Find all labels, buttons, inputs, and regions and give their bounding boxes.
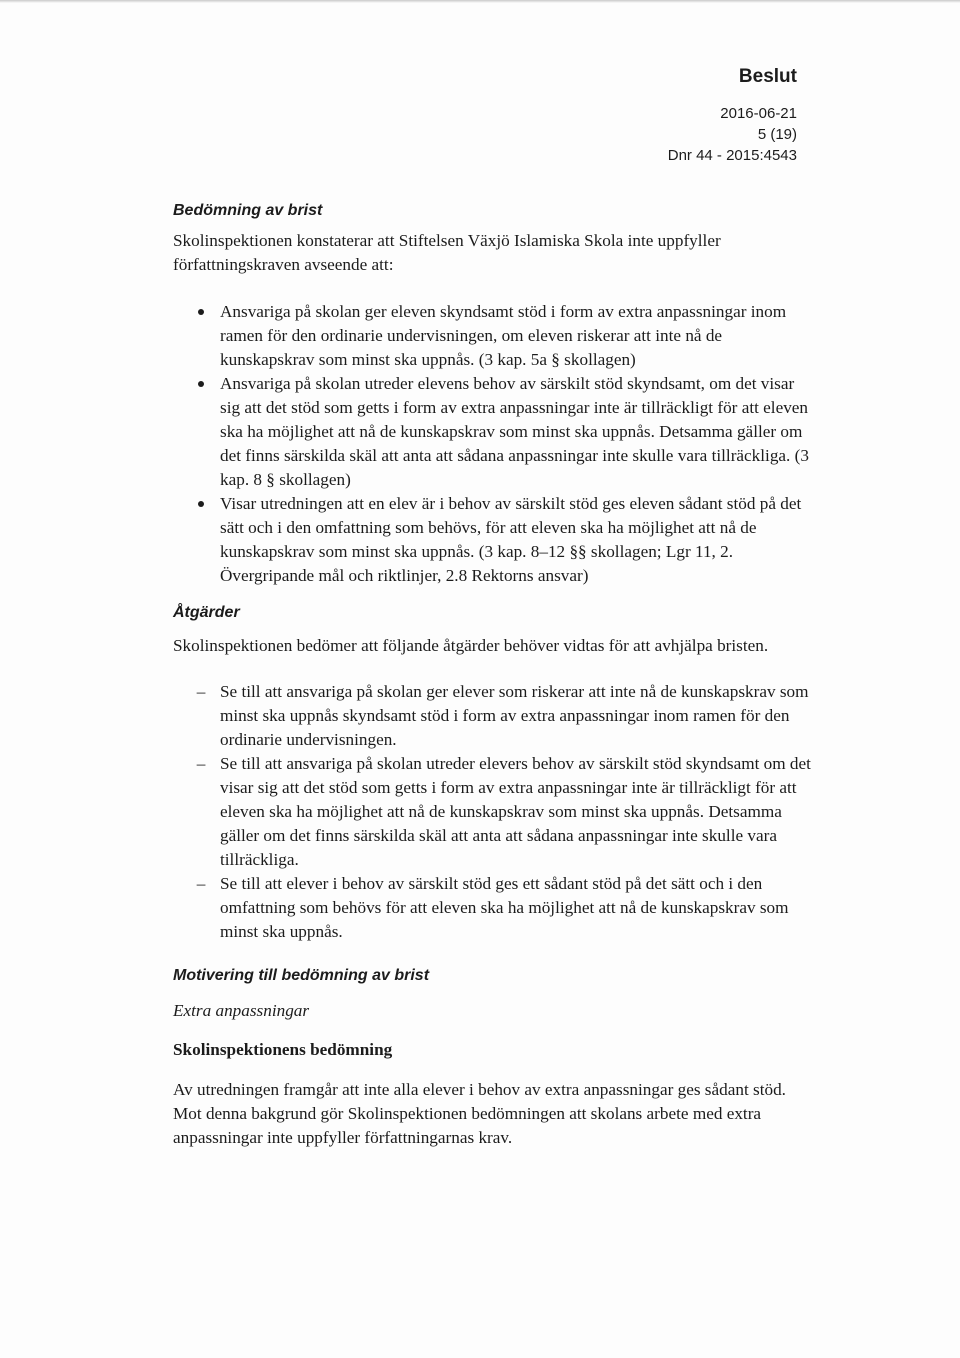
bullet-icon — [198, 309, 204, 315]
list-item — [196, 680, 813, 752]
subheading-skolinspektionens-bedomning: Skolinspektionens bedömning — [173, 1040, 393, 1059]
document-type-title: Beslut — [738, 66, 797, 87]
section3-paragraph: Av utredningen framgår att inte alla elever i behov av extra anpassningar ges sådant stöd. Mot denna bakgrund gör Skolinspektionen bedömningen att skolans arbete med extra anpassningar inte uppfyller författningarnas krav. — [173, 1080, 786, 1147]
dash-list — [173, 680, 813, 944]
section2-intro: Skolinspektionen bedömer att följande åtgärder behöver vidtas för att avhjälpa bristen. — [173, 636, 769, 655]
subheading-extra-anpassningar: Extra anpassningar — [173, 1001, 310, 1020]
section1-intro: Skolinspektionen konstaterar att Stiftelsen Växjö Islamiska Skola inte uppfyller författningskraven avseende att: — [173, 231, 721, 274]
dash-icon: – — [196, 754, 206, 773]
list-item — [220, 492, 813, 588]
dash-icon: – — [196, 682, 206, 701]
page-number: 5 (19) — [757, 126, 797, 143]
list-item — [196, 872, 813, 944]
document-date: 2016-06-21 — [720, 105, 797, 122]
list-item-text: Se till att elever i behov av särskilt stöd ges ett sådant stöd på det sätt och i den omfattning som behövs för att eleven ska ha möjlighet att nå de kunskapskrav som minst ska uppnås. — [220, 874, 789, 941]
document-body — [173, 200, 813, 1150]
section-heading-bedomning: Bedömning av brist — [173, 202, 323, 219]
list-item-text: Se till att ansvariga på skolan ger elever som riskerar att inte nå de kunskapskrav som minst ska uppnås skyndsamt stöd i form av extra anpassningar inom ramen för den ordinarie undervisningen. — [220, 682, 809, 749]
list-item-text: Se till att ansvariga på skolan utreder elevers behov av särskilt stöd skyndsamt om det visar sig att det stöd som getts i form av extra anpassningar inte är tillräckligt för att eleven ska ha möjlighet att nå de kunskapskrav som minst ska uppnås. Detsamma gäller om det finns särskilda skäl att anta att sådana anpassningar inte skulle vara tillräckliga. — [220, 754, 811, 869]
bullet-list — [173, 300, 813, 588]
list-item — [196, 752, 813, 872]
bullet-icon — [198, 381, 204, 387]
list-item-text: Visar utredningen att en elev är i behov av särskilt stöd ges eleven sådant stöd på det sätt och i den omfattning som behövs, för att eleven ska ha möjlighet att nå de kunskapskrav som minst ska uppnås. (3 kap. 8–12 §§ skollagen; Lgr 11, 2. Övergripande mål och riktlinjer, 2.8 Rektorns ansvar) — [220, 494, 802, 585]
bullet-icon — [198, 501, 204, 507]
scan-edge — [0, 0, 960, 3]
list-item — [220, 300, 813, 372]
list-item-text: Ansvariga på skolan utreder elevens behov av särskilt stöd skyndsamt, om det visar sig att det stöd som getts i form av extra anpassningar inte är tillräckligt för att eleven ska ha möjlighet att nå de kunskapskrav som minst ska uppnås. Detsamma gäller om det finns särskilda skäl att anta att sådana anpassningar inte skulle vara tillräckliga. (3 kap. 8 § skollagen) — [220, 374, 809, 489]
document-header — [668, 64, 797, 166]
dash-icon: – — [196, 874, 206, 893]
case-number: Dnr 44 - 2015:4543 — [667, 147, 797, 164]
list-item — [220, 372, 813, 492]
section-heading-motivering: Motivering till bedömning av brist — [173, 967, 430, 984]
list-item-text: Ansvariga på skolan ger eleven skyndsamt stöd i form av extra anpassningar inom ramen för den ordinarie undervisningen, om eleven riskerar att inte nå de kunskapskrav som minst ska uppnås. (3 kap. 5a § skollagen) — [220, 302, 787, 369]
section-heading-atgarder: Åtgärder — [173, 604, 240, 621]
